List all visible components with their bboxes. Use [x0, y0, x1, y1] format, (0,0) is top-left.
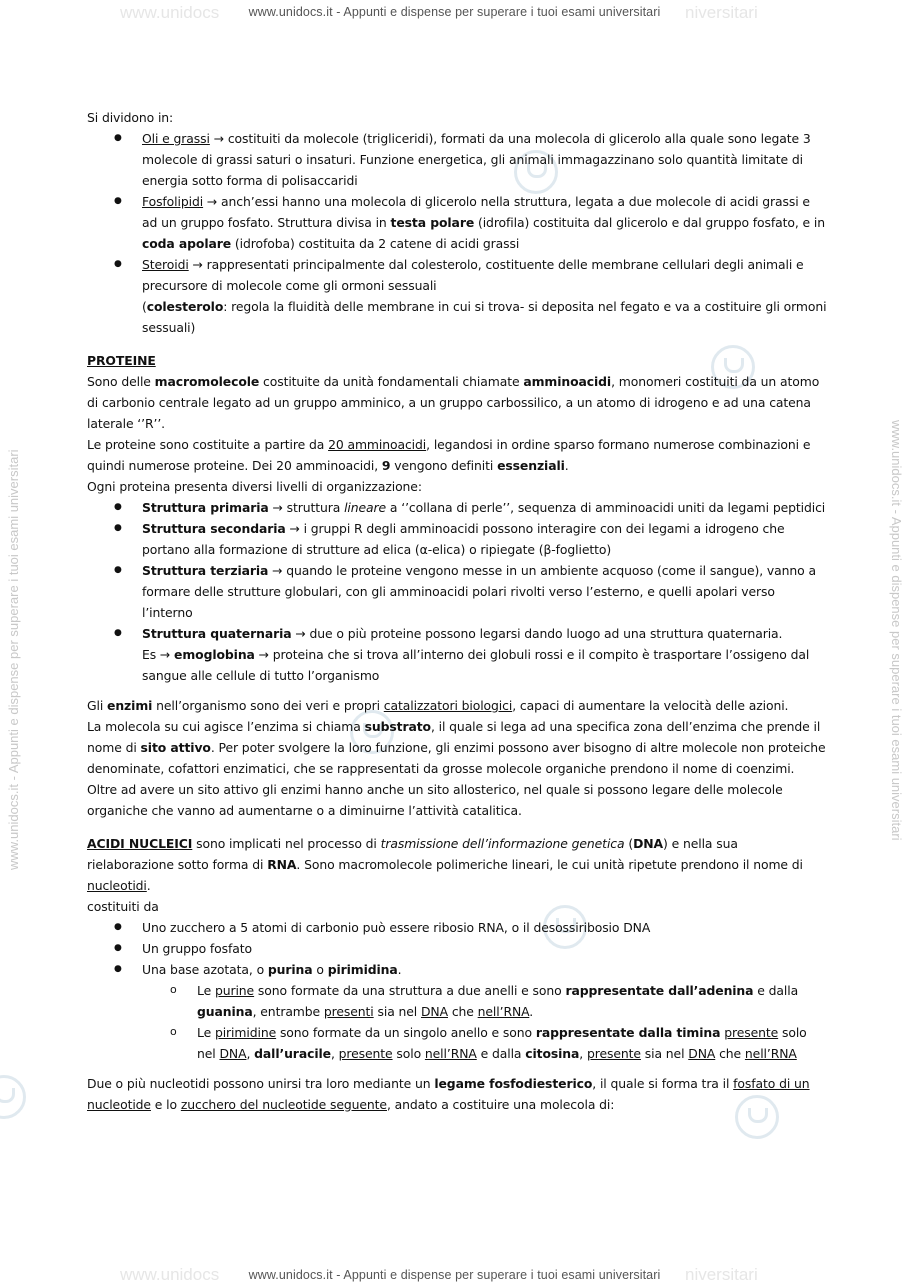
text: .	[397, 962, 402, 977]
text: ,	[579, 1046, 587, 1061]
text: , andato a costituire una molecola di:	[386, 1097, 615, 1112]
paragraph	[87, 833, 827, 896]
text: .	[529, 1004, 534, 1019]
item-text: (idrofila) costituita dal glicerolo e dal gruppo fosfato, e in	[474, 215, 826, 230]
underlined-text: catalizzatori biologici	[383, 698, 513, 713]
text: (	[624, 836, 634, 851]
lipidi-intro: Si dividono in:	[87, 110, 174, 125]
text: solo	[392, 1046, 425, 1061]
ghost-watermark-left: www.unidocs	[120, 3, 220, 22]
list-item: ● Un gruppo fosfato	[87, 938, 827, 959]
paragraph: Ogni proteina presenta diversi livelli di organizzazione:	[87, 479, 422, 494]
underlined-text: nell’RNA	[744, 1046, 797, 1061]
item-text: (idrofoba) costituita da 2 catene di acidi grassi	[231, 236, 520, 251]
underlined-text: purine	[214, 983, 255, 998]
document-body	[87, 107, 827, 1115]
term: Struttura primaria	[142, 500, 269, 515]
text: costituite da unità fondamentali chiamate	[259, 374, 524, 389]
underlined-text: DNA	[420, 1004, 448, 1019]
term: Struttura secondaria	[142, 521, 286, 536]
paragraph	[87, 695, 827, 716]
text: . Per poter svolgere la loro funzione, gli enzimi possono aver bisogno di altre molecole non proteiche denominate, cofattori enzimatici, che se rappresentati da grosse molecole organiche prendono il nome di coenzimi.	[87, 740, 826, 776]
list-item	[87, 560, 827, 623]
term: Struttura terziaria	[142, 563, 269, 578]
underlined-text: presente	[586, 1046, 641, 1061]
text: → struttura	[268, 500, 345, 515]
text: → quando le proteine vengono messe in un ambiente acquoso (come il sangue), vanno a formare delle strutture globulari, con gli amminoacidi polari rivolti verso l’esterno, e quelli apolari verso l’interno	[142, 563, 816, 620]
text: → proteina che si trova all’interno dei globuli rossi e il compito è trasportare l’ossigeno dal sangue alle cellule di tutto l’organismo	[142, 647, 810, 683]
paragraph	[87, 434, 827, 476]
text: sono formate da una struttura a due anelli e sono	[254, 983, 566, 998]
bold-text: dall’uracile	[254, 1046, 331, 1061]
text: e dalla	[476, 1046, 526, 1061]
text: a ‘’collana di perle’’, sequenza di amminoacidi uniti da legami peptidici	[386, 500, 826, 515]
bold-text: macromolecole	[154, 374, 260, 389]
list-item	[87, 1022, 827, 1064]
item-text: (	[142, 299, 147, 314]
text: Le	[197, 1025, 215, 1040]
bold-text: RNA	[267, 857, 297, 872]
text: ,	[246, 1046, 255, 1061]
bold-text: legame fosfodiesterico	[434, 1076, 593, 1091]
text: Una base azotata, o	[142, 962, 268, 977]
text: che	[447, 1004, 478, 1019]
text: e dalla	[753, 983, 799, 998]
bold-text: 9	[381, 458, 391, 473]
bold-text: substrato	[364, 719, 431, 734]
list-item	[87, 497, 827, 518]
footer-watermark: www.unidocs.it - Appunti e dispense per superare i tuoi esami universitari	[248, 1268, 661, 1282]
underlined-text: presente	[338, 1046, 393, 1061]
underlined-text: zucchero del nucleotide seguente	[180, 1097, 387, 1112]
text: che	[715, 1046, 745, 1061]
term-steroidi: Steroidi	[142, 257, 189, 272]
text: Es →	[142, 647, 175, 662]
text: o	[312, 962, 328, 977]
side-watermark-left: www.unidocs.it - Appunti e dispense per superare i tuoi esami universitari	[6, 449, 21, 870]
bold-text: DNA	[633, 836, 664, 851]
unidocs-logo-icon	[0, 1075, 26, 1119]
bold-text: citosina	[525, 1046, 580, 1061]
heading-proteine: PROTEINE	[87, 353, 156, 368]
bold-text: coda apolare	[142, 236, 232, 251]
text: sono formate da un singolo anello e sono	[276, 1025, 536, 1040]
underlined-text: DNA	[219, 1046, 247, 1061]
text: Due o più nucleotidi possono unirsi tra loro mediante un	[87, 1076, 435, 1091]
text: nell’organismo sono dei veri e propri	[152, 698, 384, 713]
list-item	[87, 191, 827, 254]
text: solo nel	[197, 1025, 807, 1061]
heading-acidi-nucleici: ACIDI NUCLEICI	[87, 836, 193, 851]
item-text: → rappresentati principalmente dal colesterolo, costituente delle membrane cellulari degli animali e precursore di molecole come gli ormoni sessuali	[142, 257, 804, 293]
ghost-watermark-right-bottom: niversitari	[685, 1265, 758, 1284]
item-text: : regola la fluidità delle membrane in cui si trova- si deposita nel fegato e va a costituire gli ormoni sessuali)	[142, 299, 827, 335]
bold-text: pirimidina	[327, 962, 398, 977]
side-watermark-right: www.unidocs.it - Appunti e dispense per superare i tuoi esami universitari	[889, 420, 904, 841]
bold-text: colesterolo	[146, 299, 224, 314]
underlined-text: presenti	[323, 1004, 374, 1019]
bold-text: amminoacidi	[523, 374, 612, 389]
text: La molecola su cui agisce l’enzima si chiama	[87, 719, 365, 734]
text: Gli	[87, 698, 108, 713]
text: e lo	[150, 1097, 181, 1112]
list-item	[87, 518, 827, 560]
list-item	[87, 128, 827, 191]
bold-text: rappresentate dall’adenina	[565, 983, 754, 998]
text: .	[564, 458, 569, 473]
text: → due o più proteine possono legarsi dando luogo ad una struttura quaternaria.	[291, 626, 783, 641]
bold-text: essenziali	[497, 458, 565, 473]
paragraph: Oltre ad avere un sito attivo gli enzimi hanno anche un sito allosterico, nel quale si possono legare delle molecole organiche che vanno ad aumentarne o a diminuirne l’attività catalitica.	[87, 782, 783, 818]
text: . Sono macromolecole polimeriche lineari, le cui unità ripetute prendono il nome di	[296, 857, 803, 872]
text: .	[146, 878, 151, 893]
bold-text: enzimi	[107, 698, 153, 713]
bold-text: testa polare	[390, 215, 475, 230]
text: Le	[197, 983, 215, 998]
bold-text: sito attivo	[140, 740, 211, 755]
underlined-text: nucleotidi	[87, 878, 147, 893]
text: → i gruppi R degli amminoacidi possono interagire con dei legami a idrogeno che portano alla formazione di strutture ad elica (α-elica) o ripiegate (β-foglietto)	[142, 521, 785, 557]
italic-text: trasmissione dell’informazione genetica	[380, 836, 625, 851]
text: , entrambe	[252, 1004, 324, 1019]
term: Struttura quaternaria	[142, 626, 292, 641]
bold-text: guanina	[197, 1004, 253, 1019]
underlined-text: nell’RNA	[477, 1004, 530, 1019]
bold-text: emoglobina	[174, 647, 255, 662]
text: vengono definiti	[390, 458, 498, 473]
term-fosfolipidi: Fosfolipidi	[142, 194, 204, 209]
lipidi-list	[87, 128, 827, 338]
underlined-text: nell’RNA	[424, 1046, 477, 1061]
underlined-text: 20 amminoacidi	[328, 437, 427, 452]
underlined-text: fosfato di un nucleotide	[87, 1076, 810, 1112]
ghost-watermark-right: niversitari	[685, 3, 758, 22]
text: ,	[330, 1046, 339, 1061]
item-text: → costituiti da molecole (trigliceridi), formati da una molecola di glicerolo alla quale sono legate 3 molecole di grassi saturi o insaturi. Funzione energetica, gli animali immagazzinano solo quantità limitate di energia sotto forma di polisaccaridi	[142, 131, 811, 188]
underlined-text: pirimidine	[214, 1025, 277, 1040]
text: , capaci di aumentare la velocità delle azioni.	[512, 698, 789, 713]
list-item: ● Uno zucchero a 5 atomi di carbonio può essere ribosio RNA, o il desossiribosio DNA	[87, 917, 827, 938]
text: , il quale si forma tra il	[592, 1076, 734, 1091]
paragraph	[87, 716, 827, 779]
header-watermark: www.unidocs.it - Appunti e dispense per superare i tuoi esami universitari	[248, 5, 661, 19]
text: sono implicati nel processo di	[192, 836, 381, 851]
paragraph	[87, 371, 827, 434]
text: ) e nella sua rielaborazione sotto forma di	[87, 836, 738, 872]
text: Le proteine sono costituite a partire da	[87, 437, 329, 452]
text: sia nel	[640, 1046, 689, 1061]
text: , monomeri costituiti da un atomo di carbonio centrale legato ad un gruppo amminico, a un gruppo carbossilico, a un atomo di idrogeno e ad una catena laterale ‘’R’’.	[87, 374, 820, 431]
text: sia nel	[373, 1004, 421, 1019]
protein-levels-list	[87, 497, 827, 686]
underlined-text: DNA	[688, 1046, 716, 1061]
list-item	[87, 254, 827, 338]
bases-sublist	[87, 980, 827, 1064]
underlined-text: presente	[724, 1025, 779, 1040]
paragraph: costituiti da	[87, 899, 159, 914]
term-oli: Oli e grassi	[142, 131, 210, 146]
list-item	[87, 959, 827, 980]
italic-text: lineare	[344, 500, 387, 515]
ghost-watermark-left-bottom: www.unidocs	[120, 1265, 220, 1284]
item-text: → anch’essi hanno una molecola di glicerolo nella struttura, legata a due molecole di acidi grassi e ad un gruppo fosfato. Struttura divisa in	[142, 194, 810, 230]
nucleotide-components-list	[87, 917, 827, 980]
text: Sono delle	[87, 374, 155, 389]
bold-text: purina	[267, 962, 313, 977]
list-item	[87, 980, 827, 1022]
text: , legandosi in ordine sparso formano numerose combinazioni e quindi numerose proteine. Dei 20 amminoacidi,	[87, 437, 811, 473]
list-item	[87, 623, 827, 686]
paragraph	[87, 1073, 827, 1115]
bold-text: rappresentate dalla timina	[535, 1025, 721, 1040]
text: , il quale si lega ad una specifica zona dell’enzima che prende il nome di	[87, 719, 821, 755]
